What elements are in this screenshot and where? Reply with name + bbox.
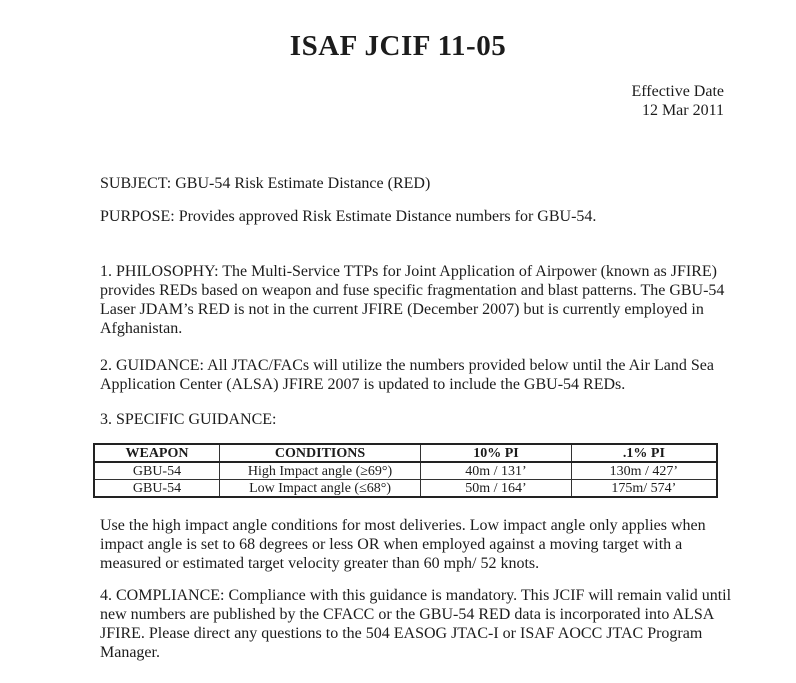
effective-date-label: Effective Date — [631, 83, 724, 100]
header-10pct-pi: 10% PI — [421, 444, 572, 462]
cell-10pct-pi: 40m / 131’ — [421, 462, 572, 480]
cell-01pct-pi: 175m/ 574’ — [571, 480, 717, 498]
effective-date-value: 12 Mar 2011 — [641, 102, 724, 119]
table-row — [94, 462, 717, 480]
specific-guidance-heading: 3. SPECIFIC GUIDANCE: — [100, 411, 277, 428]
philosophy-paragraph: 1. PHILOSOPHY: The Multi-Service TTPs for Joint Application of Airpower (known as JFIRE) provides REDs based on weapon and fuse specific fragmentation and blast patterns. The GBU-54 Laser JDAM’s RED is not in the current JFIRE (December 2007) but is currently employed in Afghanistan. — [100, 263, 725, 337]
effective-date-block — [631, 82, 724, 120]
document-title: ISAF JCIF 11-05 — [289, 30, 507, 62]
purpose-line: PURPOSE: Provides approved Risk Estimate Distance numbers for GBU-54. — [100, 208, 597, 225]
cell-weapon: GBU-54 — [94, 462, 219, 480]
cell-10pct-pi: 50m / 164’ — [421, 480, 572, 498]
header-01pct-pi: .1% PI — [571, 444, 717, 462]
cell-weapon: GBU-54 — [94, 480, 219, 498]
red-table — [93, 443, 718, 498]
cell-conditions: Low Impact angle (≤68°) — [219, 480, 420, 498]
cell-01pct-pi: 130m / 427’ — [571, 462, 717, 480]
guidance-paragraph: 2. GUIDANCE: All JTAC/FACs will utilize the numbers provided below until the Air Land Sea Application Center (ALSA) JFIRE 2007 is updated to include the GBU-54 REDs. — [100, 357, 714, 393]
usage-note-paragraph: Use the high impact angle conditions for most deliveries. Low impact angle only applies when impact angle is set to 68 degrees or less OR when employed against a moving target with a measured or estimated target velocity greater than 60 mph/ 52 knots. — [100, 517, 706, 572]
header-conditions: CONDITIONS — [219, 444, 420, 462]
header-weapon: WEAPON — [94, 444, 219, 462]
table-row — [94, 480, 717, 498]
subject-line: SUBJECT: GBU-54 Risk Estimate Distance (RED) — [100, 175, 431, 192]
cell-conditions: High Impact angle (≥69°) — [219, 462, 420, 480]
table-header-row — [94, 444, 717, 462]
compliance-paragraph: 4. COMPLIANCE: Compliance with this guidance is mandatory. This JCIF will remain valid until new numbers are published by the CFACC or the GBU-54 RED data is incorporated into ALSA JFIRE. Please direct any questions to the 504 EASOG JTAC-I or ISAF AOCC JTAC Program Manager. — [100, 587, 732, 661]
